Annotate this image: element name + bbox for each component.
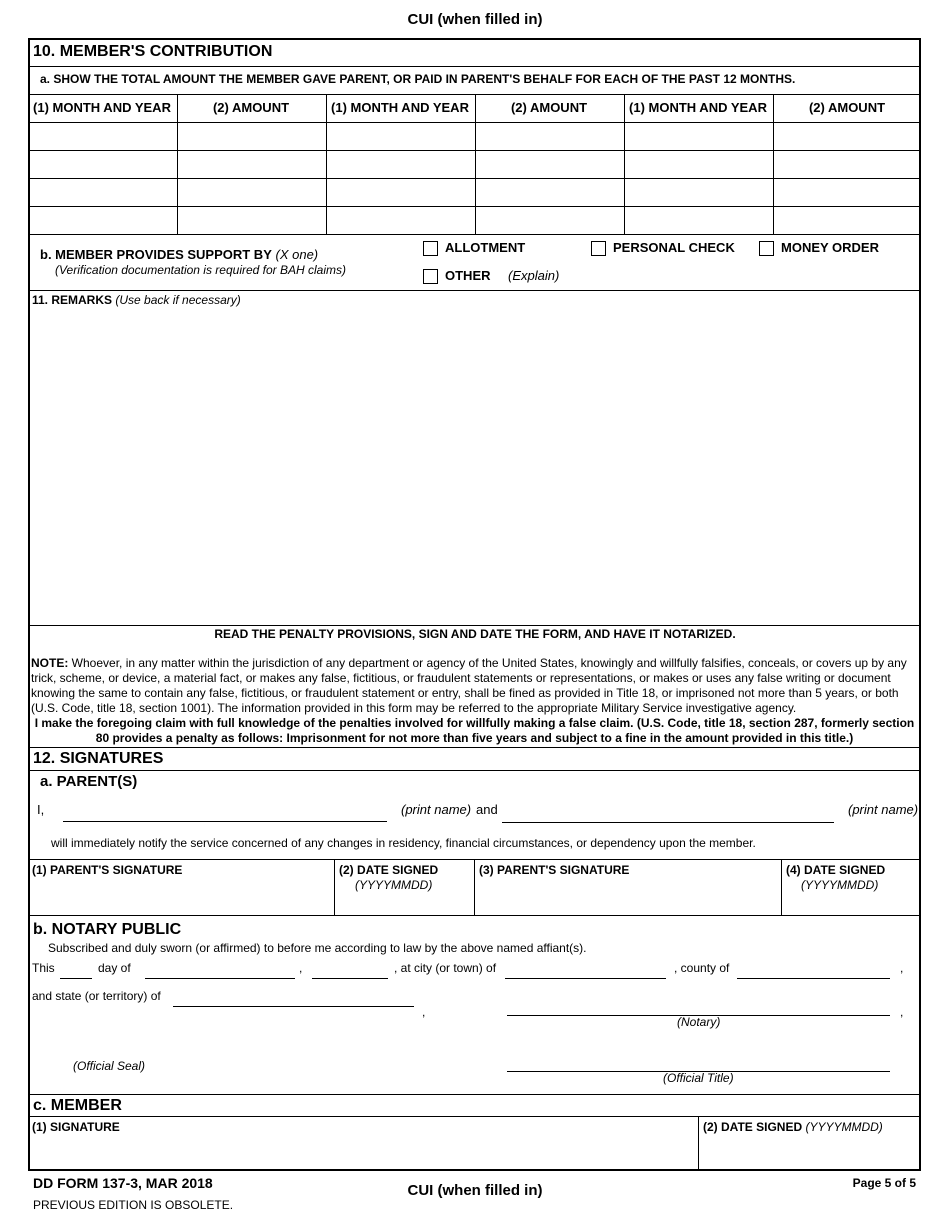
cui-header: CUI (when filled in) [407,11,543,28]
remarks-title: 11. REMARKS [32,293,113,307]
remarks-hint: (Use back if necessary) [115,293,241,307]
day-field[interactable] [60,978,92,979]
column-header-month-2: (1) MONTH AND YEAR [331,100,469,115]
month-year-input-col2[interactable] [327,123,474,233]
member-signature-field[interactable] [30,1135,697,1170]
month-year-input-col3[interactable] [625,123,772,233]
member-signature-label: (1) SIGNATURE [32,1120,120,1134]
x-one-hint: (X one) [275,247,319,262]
comma-2: , [900,961,904,975]
section12-title: 12. SIGNATURES [33,750,164,767]
other-checkbox[interactable] [423,269,438,284]
day-of-label: day of [98,961,131,975]
cui-footer: CUI (when filled in) [407,1182,543,1199]
section10b-label [40,247,318,262]
column-header-month-1: (1) MONTH AND YEAR [33,100,171,115]
other-label: OTHER [445,268,491,283]
page-number: Page 5 of 5 [852,1176,916,1190]
allotment-label: ALLOTMENT [445,240,526,255]
support-by-label: b. MEMBER PROVIDES SUPPORT BY [40,247,272,262]
print-name-label-1: (print name) [401,802,472,817]
section10a-label: a. SHOW THE TOTAL AMOUNT THE MEMBER GAVE PARENT, OR PAID IN PARENT'S BEHALF FOR EACH OF THE PAST 12 MONTHS. [40,72,796,86]
date-signed-label-2: (2) DATE SIGNED [339,863,439,877]
comma-4: , [900,1005,904,1019]
column-header-amount-1: (2) AMOUNT [212,100,290,115]
money-order-label: MONEY ORDER [781,240,879,255]
sworn-statement: Subscribed and duly sworn (or affirmed) to before me according to law by the above named affiant(s). [48,941,587,955]
county-of-label: , county of [674,961,730,975]
state-label: and state (or territory) of [32,989,161,1003]
official-seal-label: (Official Seal) [73,1059,146,1073]
this-label: This [32,961,55,975]
city-field[interactable] [505,978,666,979]
column-header-month-3: (1) MONTH AND YEAR [629,100,767,115]
amount-input-col1[interactable] [178,123,325,233]
parent1-signature-field[interactable] [30,878,333,914]
amount-input-col3[interactable] [774,123,920,233]
note-label: NOTE: [31,656,69,670]
date-format-2: (YYYYMMDD) [355,878,433,892]
amount-input-col2[interactable] [476,123,623,233]
personal-check-label: PERSONAL CHECK [613,240,735,255]
section11-label [32,293,241,307]
parents-title: a. PARENT(S) [40,773,138,790]
allotment-checkbox[interactable] [423,241,438,256]
parent2-signature-field[interactable] [476,878,780,914]
money-order-checkbox[interactable] [759,241,774,256]
comma-3: , [422,1005,426,1019]
notary-title: b. NOTARY PUBLIC [33,921,182,938]
parent2-print-name-field[interactable] [502,822,834,823]
member-title: c. MEMBER [33,1097,122,1114]
parent2-date-field[interactable] [782,893,920,914]
parent2-signature-label: (3) PARENT'S SIGNATURE [479,863,630,877]
member-date-label-group [703,1120,883,1134]
note-text: Whoever, in any matter within the jurisdiction of any department or agency of the United States, knowingly and willfully falsifies, conceals, or covers up by any trick, scheme, or device, a material fact, or makes any false, fictitious, or fraudulent statements or representations, or makes or uses any false writing or document knowing the same to contain any false, fictitious, or fraudulent statement or entry, shall be fined as provided in Title 18, or imprisoned not more than 5 years, or both (U.S. Code, title 18, section 1001). The information provided in this form may be referred to the appropriate Military Service investigative agency. [31,656,907,715]
and-label: and [476,802,498,817]
date-signed-label-4: (4) DATE SIGNED [786,863,886,877]
notary-label: (Notary) [677,1015,721,1029]
parent1-signature-label: (1) PARENT'S SIGNATURE [32,863,183,877]
obsolete-notice: PREVIOUS EDITION IS OBSOLETE. [33,1198,234,1212]
form-number: DD FORM 137-3, MAR 2018 [33,1175,213,1191]
verification-note: (Verification documentation is required for BAH claims) [55,263,347,277]
penalty-note [31,656,918,716]
penalty-claim: I make the foregoing claim with full knowledge of the penalties involved for willfully making a false claim. (U.S. Code, title 18, section 287, formerly section 80 provides a penalty as follows: Imprisonment for not more than five years and subject to a fine in the amount provided in this title.) [34,716,915,745]
parent1-print-name-field[interactable] [63,821,387,822]
personal-check-checkbox[interactable] [591,241,606,256]
explain-hint: (Explain) [508,268,560,283]
date-format-4: (YYYYMMDD) [801,878,879,892]
penalty-heading: READ THE PENALTY PROVISIONS, SIGN AND DATE THE FORM, AND HAVE IT NOTARIZED. [214,627,736,641]
year-field[interactable] [312,978,388,979]
member-date-field[interactable] [700,1135,920,1170]
section10-title: 10. MEMBER'S CONTRIBUTION [33,43,273,60]
parent1-date-field[interactable] [335,893,473,914]
print-name-label-2: (print name) [848,802,919,817]
state-field[interactable] [173,1006,414,1007]
i-label: I, [37,802,45,817]
column-header-amount-2: (2) AMOUNT [510,100,588,115]
month-field[interactable] [145,978,295,979]
official-title-label: (Official Title) [663,1071,734,1085]
county-field[interactable] [737,978,890,979]
column-header-amount-3: (2) AMOUNT [808,100,886,115]
comma-1: , [299,961,303,975]
remarks-textarea[interactable] [29,310,920,624]
at-city-label: , at city (or town) of [394,961,497,975]
member-date-format: (YYYYMMDD) [805,1120,883,1134]
month-year-input-col1[interactable] [29,123,176,233]
member-date-label: (2) DATE SIGNED [703,1120,803,1134]
notify-statement: will immediately notify the service concerned of any changes in residency, financial circumstances, or dependency upon the member. [51,836,756,850]
